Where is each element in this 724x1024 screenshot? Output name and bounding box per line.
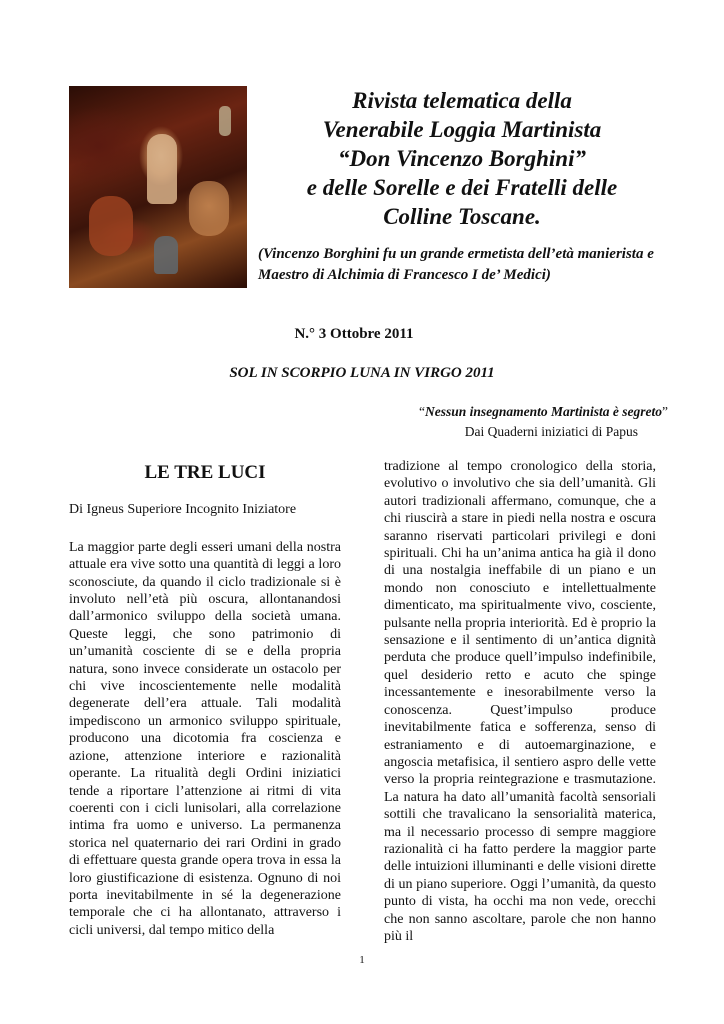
article-byline: Di Igneus Superiore Incognito Iniziatore: [69, 502, 297, 518]
title-line: Colline Toscane.: [383, 204, 541, 229]
article-body-right: tradizione al tempo cronologico della storia, evolutivo o involutivo che sia dell’umanità. Gli autori tradizionali affermano, comunque, che a chi riuscirà a stare in piedi nella nostra e oscura saranno riservati particolari privilegi e doni spirituali. Chi ha un’anima antica ha già il dono di una nostalgia ineffabile di un piano e un mondo non conosciuto e intellettualmente dimenticato, ma spiritualmente vivo, cosciente, pulsante nella propria interiorità. Ed è proprio la sensazione e il sentimento di un’antica dignità perduta che produce quell’impulso indefinibile, quel desiderio retto e acuto che spinge incessantemente e inesorabilmente verso la conoscenza. Quest’impulso produce inevitabilmente fatica e sofferenza, senso di estraniamento e di autoemarginazione, e angoscia metafisica, il sentiero aspro delle vette verso la propria reintegrazione e trasmutazione. La natura ha dato all’umanità facoltà sensoriali sottili che travalicano la sensorialità materica, ma il necessario processo di sempre maggiore razionalità ci ha fatto perdere la maggior parte delle intuizioni illuminanti e delle visioni dirette di un piano superiore. Oggi l’umanità, da questo punto di vista, ha occhi ma non vede, orecchi che non sanno ascoltare, parole che non hanno più il: [384, 459, 656, 944]
epigraph-quote: Nessun insegnamento Martinista è segreto: [424, 404, 662, 419]
journal-subtitle: (Vincenzo Borghini fu un grande ermetista dell’età manierista e Maestro di Alchimia di Francesco I de’ Medici): [258, 246, 654, 283]
epigraph-source: Dai Quaderni iniziatici di Papus: [464, 424, 638, 439]
article-body-left: La maggior parte degli esseri umani della nostra attuale era vive sotto una quantità di leggi a loro sconosciute, da quando il ciclo tradizionale si è involuto nell’età più oscura, allontanandosi dall’armonico sviluppo della società umana. Queste leggi, che sono patrimonio di un’umanità cosciente di se e della propria natura, sono invece considerate un ostacolo per chi vive incoscientemente nelle modalità degenerate dell’era attuale. Tali modalità impediscono un armonico sviluppo spirituale, producono una dicotomia fra coscienza e azione, attenzione interiore e razionalità operante. La ritualità degli Ordini iniziatici tende a riportare l’attenzione ai ritmi di vita coerenti con i cicli lunisolari, alla correlazione intima fra uomo e universo. La permanenza storica nel quaternario dei rari Ordini in grado di effettuare questa grande opera trova in essa la loro giustificazione di esistenza. Ognuno di noi porta inevitabilmente in sé la degenerazione temporale che ci ha allontanato, attraverso i cicli universi, dal tempo mitico della: [69, 539, 341, 938]
painting-figure: [147, 134, 177, 204]
page-number: 1: [359, 954, 365, 966]
article-right-column: [384, 458, 656, 945]
epigraph: [372, 402, 668, 442]
article-left-column: [69, 460, 341, 939]
title-line: e delle Sorelle e dei Fratelli delle: [306, 175, 618, 200]
title-line: Venerabile Loggia Martinista: [322, 117, 602, 142]
title-line: Rivista telematica della: [352, 88, 572, 113]
painting-bottle: [219, 106, 231, 136]
astro-line: [0, 365, 724, 382]
painting-vessel: [154, 236, 178, 274]
journal-title: [252, 86, 672, 231]
painting-figure: [189, 181, 229, 236]
painting-figure: [89, 196, 133, 256]
quote-open: “: [418, 404, 425, 419]
issue-text: N.° 3 Ottobre 2011: [294, 326, 414, 342]
issue-number: [0, 326, 724, 343]
quote-close: ”: [662, 404, 668, 419]
astro-text: SOL IN SCORPIO LUNA IN VIRGO 2011: [229, 365, 495, 381]
title-line: “Don Vincenzo Borghini”: [338, 146, 586, 171]
article-title: LE TRE LUCI: [144, 462, 266, 483]
alchemy-painting-image: [69, 86, 247, 288]
